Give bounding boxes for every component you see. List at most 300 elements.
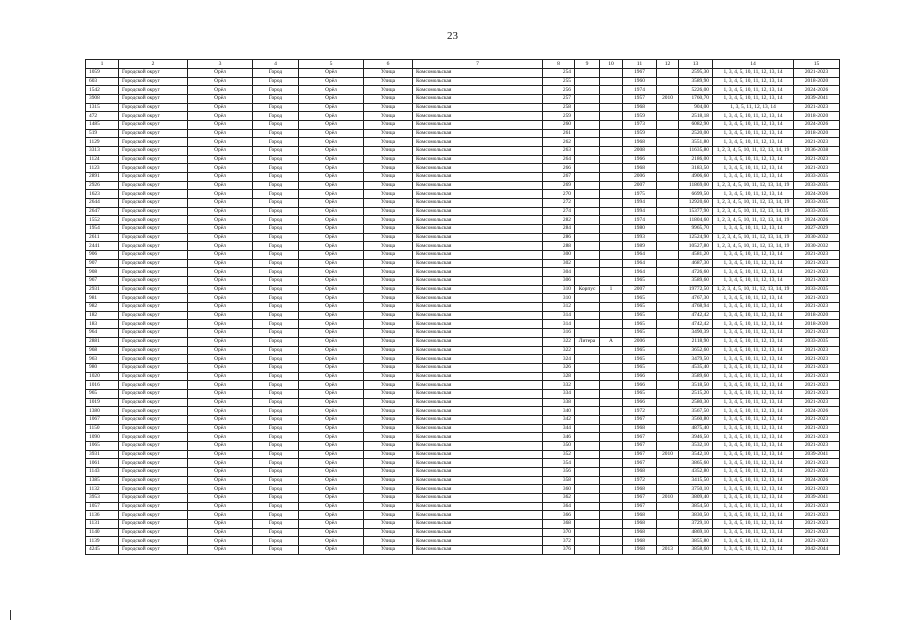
- table-cell: 328: [543, 372, 575, 381]
- table-cell: 3750,10: [679, 485, 713, 494]
- table-cell: [575, 199, 600, 208]
- table-cell: [657, 199, 679, 208]
- table-cell: 906: [86, 251, 119, 260]
- column-number-cell: 2: [119, 60, 188, 69]
- table-cell: Орёл: [299, 251, 364, 260]
- table-cell: 370: [543, 528, 575, 537]
- table-cell: [600, 121, 623, 130]
- table-cell: [657, 173, 679, 182]
- table-cell: 1, 3, 4, 5, 10, 11, 12, 13, 14: [713, 95, 794, 104]
- table-cell: 1: [600, 285, 623, 294]
- table-cell: [657, 147, 679, 156]
- table-cell: 981: [86, 294, 119, 303]
- table-cell: [600, 112, 623, 121]
- table-cell: 362: [543, 493, 575, 502]
- table-row: [86, 86, 840, 95]
- table-cell: 270: [543, 190, 575, 199]
- table-cell: Орёл: [299, 155, 364, 164]
- table-cell: Город: [253, 372, 299, 381]
- table-cell: 1968: [623, 519, 657, 528]
- table-cell: [575, 441, 600, 450]
- table-cell: 1, 3, 4, 5, 10, 11, 12, 13, 14: [713, 155, 794, 164]
- table-cell: Комсомольская: [413, 199, 543, 208]
- table-cell: [600, 502, 623, 511]
- table-cell: 282: [543, 216, 575, 225]
- table-cell: 2039-2041: [794, 450, 840, 459]
- table-cell: 3567,50: [679, 407, 713, 416]
- table-cell: 982: [86, 303, 119, 312]
- table-cell: 3652,60: [679, 346, 713, 355]
- table-cell: Комсомольская: [413, 303, 543, 312]
- table-row: [86, 459, 840, 468]
- table-cell: Комсомольская: [413, 242, 543, 251]
- table-row: [86, 216, 840, 225]
- table-cell: 2021-2023: [794, 251, 840, 260]
- table-cell: Комсомольская: [413, 207, 543, 216]
- table-cell: [575, 320, 600, 329]
- table-cell: Комсомольская: [413, 537, 543, 546]
- table-cell: Орёл: [188, 511, 253, 520]
- table-cell: Комсомольская: [413, 467, 543, 476]
- table-cell: Городской округ: [119, 164, 188, 173]
- table-cell: 2010: [657, 493, 679, 502]
- housing-register-table: [85, 59, 840, 555]
- table-cell: [600, 155, 623, 164]
- table-cell: Орёл: [299, 389, 364, 398]
- table-cell: 1, 3, 4, 5, 10, 11, 12, 13, 14: [713, 86, 794, 95]
- table-cell: Город: [253, 225, 299, 234]
- table-cell: [657, 424, 679, 433]
- table-cell: Улица: [364, 311, 413, 320]
- table-cell: Улица: [364, 476, 413, 485]
- table-cell: Орёл: [188, 528, 253, 537]
- table-cell: 4768,94: [679, 303, 713, 312]
- table-cell: Город: [253, 164, 299, 173]
- table-cell: Городской округ: [119, 381, 188, 390]
- column-number-cell: 14: [713, 60, 794, 69]
- table-cell: Городской округ: [119, 233, 188, 242]
- table-row: [86, 346, 840, 355]
- table-cell: Орёл: [188, 268, 253, 277]
- table-row: [86, 363, 840, 372]
- table-cell: 1966: [623, 381, 657, 390]
- table-cell: [575, 233, 600, 242]
- table-cell: 1, 3, 4, 5, 10, 11, 12, 13, 14: [713, 424, 794, 433]
- table-cell: 1968: [623, 511, 657, 520]
- table-cell: 1964: [623, 251, 657, 260]
- table-cell: Орёл: [188, 225, 253, 234]
- table-cell: 1957: [623, 95, 657, 104]
- table-cell: 2518,18: [679, 112, 713, 121]
- table-cell: 1972: [623, 476, 657, 485]
- table-row: [86, 493, 840, 502]
- column-number-cell: 15: [794, 60, 840, 69]
- table-cell: 2018-2020: [794, 311, 840, 320]
- table-cell: 4535,40: [679, 363, 713, 372]
- table-cell: [600, 320, 623, 329]
- table-cell: Орёл: [188, 372, 253, 381]
- table-row: [86, 155, 840, 164]
- table-row: [86, 528, 840, 537]
- table-cell: 1975: [623, 190, 657, 199]
- table-row: [86, 415, 840, 424]
- table-cell: [657, 69, 679, 78]
- table-cell: Городской округ: [119, 207, 188, 216]
- table-cell: [657, 294, 679, 303]
- table-cell: 2033-2035: [794, 199, 840, 208]
- table-cell: Городской округ: [119, 199, 188, 208]
- table-cell: [575, 268, 600, 277]
- table-cell: [575, 207, 600, 216]
- table-cell: [600, 355, 623, 364]
- table-cell: Город: [253, 199, 299, 208]
- table-cell: Комсомольская: [413, 355, 543, 364]
- table-cell: 1974: [623, 86, 657, 95]
- table-cell: 2024-2026: [794, 476, 840, 485]
- table-cell: 1968: [623, 103, 657, 112]
- table-cell: Улица: [364, 268, 413, 277]
- table-cell: [657, 433, 679, 442]
- table-cell: 15377,90: [679, 207, 713, 216]
- table-row: [86, 372, 840, 381]
- table-cell: Улица: [364, 181, 413, 190]
- table-cell: Орёл: [299, 207, 364, 216]
- table-cell: 1, 3, 4, 5, 10, 11, 12, 13, 14: [713, 355, 794, 364]
- table-cell: 1129: [86, 138, 119, 147]
- table-cell: Комсомольская: [413, 528, 543, 537]
- table-cell: Городской округ: [119, 242, 188, 251]
- table-cell: Комсомольская: [413, 311, 543, 320]
- table-cell: Орёл: [188, 519, 253, 528]
- table-cell: 1, 3, 4, 5, 10, 11, 12, 13, 14: [713, 511, 794, 520]
- table-cell: Город: [253, 303, 299, 312]
- table-cell: Орёл: [188, 86, 253, 95]
- table-cell: [657, 519, 679, 528]
- table-cell: 1150: [86, 424, 119, 433]
- table-cell: Орёл: [299, 216, 364, 225]
- table-cell: 1, 3, 4, 5, 10, 11, 12, 13, 14: [713, 450, 794, 459]
- table-cell: 310: [543, 285, 575, 294]
- table-cell: 2007: [623, 285, 657, 294]
- table-cell: Город: [253, 424, 299, 433]
- table-cell: Орёл: [299, 259, 364, 268]
- table-cell: [600, 251, 623, 260]
- table-row: [86, 389, 840, 398]
- table-cell: Городской округ: [119, 103, 188, 112]
- table-cell: 314: [543, 320, 575, 329]
- column-number-cell: 13: [679, 60, 713, 69]
- table-cell: Комсомольская: [413, 545, 543, 554]
- table-cell: [575, 86, 600, 95]
- table-cell: 4245: [86, 545, 119, 554]
- table-cell: Орёл: [299, 459, 364, 468]
- table-cell: Городской округ: [119, 346, 188, 355]
- table-cell: Городской округ: [119, 259, 188, 268]
- table-cell: [600, 216, 623, 225]
- table-cell: 1967: [623, 433, 657, 442]
- table-cell: Орёл: [299, 476, 364, 485]
- table-cell: 1968: [623, 485, 657, 494]
- table-cell: 1067: [86, 415, 119, 424]
- table-cell: Улица: [364, 528, 413, 537]
- table-cell: Комсомольская: [413, 181, 543, 190]
- table-cell: Орёл: [299, 164, 364, 173]
- table-cell: 2036-2038: [794, 147, 840, 156]
- table-cell: 1, 3, 4, 5, 10, 11, 12, 13, 14: [713, 251, 794, 260]
- table-cell: [657, 415, 679, 424]
- table-cell: Комсомольская: [413, 251, 543, 260]
- table-cell: [600, 407, 623, 416]
- table-cell: 2021-2023: [794, 433, 840, 442]
- table-row: [86, 320, 840, 329]
- table-row: [86, 398, 840, 407]
- table-cell: Литера: [575, 337, 600, 346]
- table-cell: 1968: [623, 537, 657, 546]
- table-cell: 2021-2023: [794, 519, 840, 528]
- table-cell: 1542: [86, 86, 119, 95]
- table-cell: 306: [543, 277, 575, 286]
- table-cell: 284: [543, 225, 575, 234]
- table-cell: Орёл: [188, 485, 253, 494]
- table-cell: 2021-2023: [794, 398, 840, 407]
- column-number-cell: 6: [364, 60, 413, 69]
- column-number-cell: 5: [299, 60, 364, 69]
- table-cell: Орёл: [299, 199, 364, 208]
- table-cell: Орёл: [299, 467, 364, 476]
- table-cell: [575, 277, 600, 286]
- table-cell: 354: [543, 459, 575, 468]
- table-cell: 1967: [623, 450, 657, 459]
- table-row: [86, 355, 840, 364]
- table-cell: [657, 86, 679, 95]
- table-cell: Город: [253, 485, 299, 494]
- table-cell: Комсомольская: [413, 398, 543, 407]
- table-cell: 1143: [86, 467, 119, 476]
- table-cell: 255: [543, 77, 575, 86]
- table-cell: 519: [86, 129, 119, 138]
- table-cell: [575, 476, 600, 485]
- table-cell: 264: [543, 155, 575, 164]
- table-row: [86, 242, 840, 251]
- table-cell: Комсомольская: [413, 381, 543, 390]
- table-cell: [600, 441, 623, 450]
- table-cell: Орёл: [299, 147, 364, 156]
- table-cell: Городской округ: [119, 502, 188, 511]
- table-cell: [600, 537, 623, 546]
- table-cell: 1954: [86, 225, 119, 234]
- table-cell: 4742,42: [679, 320, 713, 329]
- table-cell: Улица: [364, 511, 413, 520]
- table-cell: Орёл: [188, 441, 253, 450]
- table-cell: 1123: [86, 164, 119, 173]
- table-cell: 368: [543, 519, 575, 528]
- table-cell: 269: [543, 181, 575, 190]
- table-cell: 2021-2023: [794, 415, 840, 424]
- table-cell: [575, 433, 600, 442]
- table-cell: Комсомольская: [413, 433, 543, 442]
- table-cell: 1, 3, 4, 5, 10, 11, 12, 13, 14: [713, 277, 794, 286]
- table-cell: [575, 459, 600, 468]
- table-cell: Улица: [364, 485, 413, 494]
- table-cell: 3908: [86, 95, 119, 104]
- table-cell: Орёл: [188, 355, 253, 364]
- table-cell: Комсомольская: [413, 320, 543, 329]
- table-cell: 1, 3, 4, 5, 10, 11, 12, 13, 14: [713, 433, 794, 442]
- table-cell: 1965: [623, 320, 657, 329]
- table-cell: [657, 207, 679, 216]
- table-cell: 2021-2023: [794, 441, 840, 450]
- table-cell: [657, 363, 679, 372]
- table-cell: Улица: [364, 355, 413, 364]
- table-cell: 1964: [623, 268, 657, 277]
- table-cell: 980: [86, 363, 119, 372]
- table-cell: Город: [253, 242, 299, 251]
- table-cell: [600, 415, 623, 424]
- table-cell: Орёл: [188, 389, 253, 398]
- table-cell: [600, 242, 623, 251]
- table-cell: Улица: [364, 285, 413, 294]
- table-cell: 259: [543, 112, 575, 121]
- table-cell: 2021-2023: [794, 277, 840, 286]
- table-row: [86, 112, 840, 121]
- table-cell: Улица: [364, 69, 413, 78]
- table-cell: Орёл: [188, 190, 253, 199]
- table-cell: Орёл: [299, 537, 364, 546]
- table-cell: 3854,50: [679, 502, 713, 511]
- table-cell: 2595,30: [679, 69, 713, 78]
- table-cell: Городской округ: [119, 467, 188, 476]
- table-cell: 2580,30: [679, 398, 713, 407]
- table-cell: Город: [253, 467, 299, 476]
- table-cell: [600, 545, 623, 554]
- table-cell: Орёл: [188, 545, 253, 554]
- table-cell: [575, 69, 600, 78]
- table-cell: 2033-2035: [794, 337, 840, 346]
- table-cell: 1, 3, 4, 5, 10, 11, 12, 13, 14: [713, 77, 794, 86]
- table-cell: 2033-2035: [794, 207, 840, 216]
- table-cell: 1965: [623, 277, 657, 286]
- table-cell: 968: [86, 346, 119, 355]
- table-cell: [600, 363, 623, 372]
- table-cell: Орёл: [299, 485, 364, 494]
- table-cell: 2441: [86, 242, 119, 251]
- table-cell: 963: [86, 355, 119, 364]
- table-cell: [657, 225, 679, 234]
- table-cell: [600, 450, 623, 459]
- table-cell: 3560,80: [679, 415, 713, 424]
- table-cell: 2024-2026: [794, 121, 840, 130]
- table-cell: 1, 3, 4, 5, 10, 11, 12, 13, 14: [713, 320, 794, 329]
- table-cell: [575, 164, 600, 173]
- table-cell: 1552: [86, 216, 119, 225]
- table-cell: 2027-2029: [794, 225, 840, 234]
- table-cell: [575, 381, 600, 390]
- table-cell: [575, 467, 600, 476]
- table-cell: Орёл: [299, 493, 364, 502]
- table-cell: Орёл: [299, 103, 364, 112]
- table-cell: 3542,10: [679, 450, 713, 459]
- table-cell: 908: [86, 268, 119, 277]
- table-cell: Городской округ: [119, 407, 188, 416]
- table-cell: Орёл: [188, 303, 253, 312]
- table-cell: [575, 95, 600, 104]
- table-cell: 1059: [86, 69, 119, 78]
- table-row: [86, 77, 840, 86]
- table-cell: Комсомольская: [413, 337, 543, 346]
- table-cell: 1, 3, 5, 11, 12, 13, 14: [713, 103, 794, 112]
- table-cell: [600, 424, 623, 433]
- table-cell: 1968: [623, 528, 657, 537]
- table-cell: Город: [253, 181, 299, 190]
- table-cell: [575, 294, 600, 303]
- table-cell: Орёл: [299, 268, 364, 277]
- table-cell: Улица: [364, 459, 413, 468]
- table-cell: Комсомольская: [413, 225, 543, 234]
- table-cell: [575, 77, 600, 86]
- table-cell: 3415,50: [679, 476, 713, 485]
- table-cell: 1, 3, 4, 5, 10, 11, 12, 13, 14: [713, 138, 794, 147]
- table-cell: Орёл: [188, 459, 253, 468]
- table-cell: [657, 242, 679, 251]
- table-cell: [575, 103, 600, 112]
- table-cell: 2010: [657, 95, 679, 104]
- table-cell: 1, 2, 3, 4, 5, 10, 11, 12, 13, 14, 19: [713, 199, 794, 208]
- table-cell: 1, 3, 4, 5, 10, 11, 12, 13, 14: [713, 311, 794, 320]
- table-cell: 1, 2, 3, 4, 5, 10, 11, 12, 13, 14, 19: [713, 285, 794, 294]
- table-cell: Улица: [364, 251, 413, 260]
- table-cell: Городской округ: [119, 528, 188, 537]
- table-cell: [600, 303, 623, 312]
- table-cell: 2021-2023: [794, 355, 840, 364]
- table-cell: Город: [253, 311, 299, 320]
- table-cell: Комсомольская: [413, 112, 543, 121]
- table-cell: Городской округ: [119, 363, 188, 372]
- table-cell: 2018-2020: [794, 77, 840, 86]
- table-cell: [657, 407, 679, 416]
- table-cell: 2021-2023: [794, 164, 840, 173]
- table-row: [86, 519, 840, 528]
- table-cell: Улица: [364, 450, 413, 459]
- table-cell: Комсомольская: [413, 407, 543, 416]
- table-cell: 4767,30: [679, 294, 713, 303]
- table-cell: Орёл: [299, 355, 364, 364]
- table-cell: 254: [543, 69, 575, 78]
- table-cell: 2021-2023: [794, 502, 840, 511]
- table-row: [86, 121, 840, 130]
- table-cell: 1, 2, 3, 4, 5, 10, 11, 12, 13, 14, 19: [713, 147, 794, 156]
- table-row: [86, 441, 840, 450]
- table-cell: Городской округ: [119, 311, 188, 320]
- table-row: [86, 502, 840, 511]
- table-cell: Улица: [364, 398, 413, 407]
- table-cell: 2021-2023: [794, 346, 840, 355]
- table-cell: Орёл: [299, 95, 364, 104]
- table-cell: [600, 147, 623, 156]
- table-row: [86, 268, 840, 277]
- table-cell: Городской округ: [119, 519, 188, 528]
- table-cell: 904,00: [679, 103, 713, 112]
- table-cell: Город: [253, 173, 299, 182]
- table-cell: Орёл: [188, 164, 253, 173]
- table-cell: 3729,10: [679, 519, 713, 528]
- table-cell: Городской округ: [119, 147, 188, 156]
- table-cell: Город: [253, 459, 299, 468]
- table-cell: 1, 3, 4, 5, 10, 11, 12, 13, 14: [713, 372, 794, 381]
- table-cell: Орёл: [188, 467, 253, 476]
- table-cell: Город: [253, 277, 299, 286]
- table-cell: 1, 3, 4, 5, 10, 11, 12, 13, 14: [713, 346, 794, 355]
- table-cell: [657, 511, 679, 520]
